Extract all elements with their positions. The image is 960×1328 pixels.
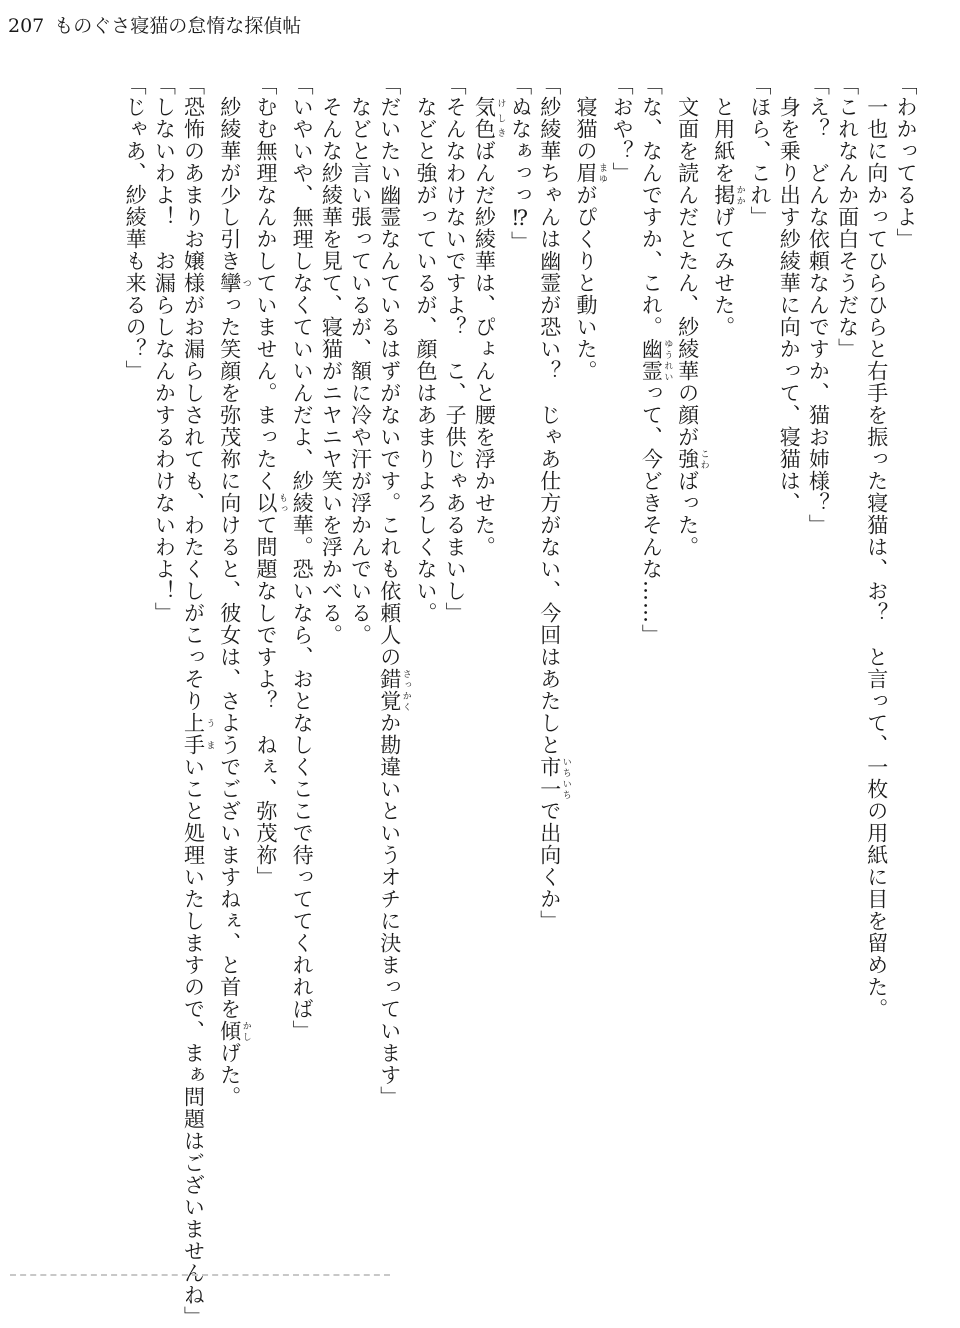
ruby-base: 以 xyxy=(253,492,278,514)
text-line xyxy=(149,74,178,1254)
text-segment: 「え？ どんな依頼なんですか、猫お姉様？」 xyxy=(806,74,831,536)
text-line xyxy=(345,74,374,1254)
page-number: 207 xyxy=(8,15,45,37)
ruby-base: 攣 xyxy=(217,272,242,294)
text-segment: などと言い張っているが、額に冷や汗が浮かんでいる。 xyxy=(348,74,373,646)
text-segment: げてみせた。 xyxy=(711,206,736,338)
text-segment: 「紗綾華ちゃんは幽霊が恐い？ じゃあ仕方がない、今回はあたしと xyxy=(537,74,562,756)
text-line xyxy=(120,74,149,1254)
ruby-reading: うま xyxy=(204,712,215,756)
text-line xyxy=(607,74,636,1254)
vertical-body-text xyxy=(120,74,920,1328)
text-segment: がぴくりと動いた。 xyxy=(573,184,598,382)
text-segment: ばった。 xyxy=(675,470,700,558)
text-segment: 「じゃあ、紗綾華も来るの？」 xyxy=(123,74,148,382)
ruby-reading: さっかく xyxy=(400,668,411,712)
text-line xyxy=(774,74,803,1254)
text-line xyxy=(316,74,345,1254)
ruby-word xyxy=(573,162,607,184)
ruby-reading: かし xyxy=(240,1020,251,1042)
text-line xyxy=(215,74,251,1254)
ruby-reading: けしき xyxy=(495,96,506,140)
text-segment: 「これなんか面白そうだな」 xyxy=(835,74,860,360)
ruby-reading: つ xyxy=(240,272,251,294)
ruby-word xyxy=(675,448,709,470)
ruby-reading: こわ xyxy=(698,448,709,470)
ruby-reading: ゆうれい xyxy=(662,338,673,382)
text-segment: 「ほら、これ」 xyxy=(747,74,772,228)
text-line xyxy=(440,74,469,1254)
text-line xyxy=(709,74,745,1254)
ruby-base: 傾 xyxy=(217,1020,242,1042)
text-line xyxy=(375,74,411,1254)
text-segment: って、今どきそんな……」 xyxy=(639,382,664,646)
text-line xyxy=(535,74,571,1254)
text-line xyxy=(469,74,505,1254)
ruby-base: 幽霊 xyxy=(639,338,664,382)
ruby-word xyxy=(181,712,215,756)
ruby-base: 気色 xyxy=(472,96,497,140)
ruby-word xyxy=(639,338,673,382)
text-segment: 一也に向かってひらひらと右手を振った寝猫は、お？ と言って、一枚の用紙に目を留めた。 xyxy=(864,74,889,1020)
text-segment: 「そんなわけないですよ？ こ、子供じゃあるまいし」 xyxy=(443,74,468,624)
ruby-reading: まゆ xyxy=(596,162,607,184)
ruby-word xyxy=(217,1020,251,1042)
footer-divider xyxy=(10,1274,390,1276)
running-header xyxy=(8,14,301,38)
text-segment: 身を乗り出す紗綾華に向かって、寝猫は、 xyxy=(777,74,802,514)
text-segment: げた。 xyxy=(217,1042,242,1108)
text-segment: った笑顔を弥茂祢に向けると、彼女は、さようでございますねぇ、と首を xyxy=(217,294,242,1020)
text-segment: 寝猫の xyxy=(573,74,598,162)
text-segment: ばんだ紗綾華は、ぴょんと腰を浮かせた。 xyxy=(472,140,497,558)
ruby-word xyxy=(377,668,411,712)
ruby-reading: いちいち xyxy=(560,756,571,800)
text-line xyxy=(862,74,891,1254)
text-segment: 「な、なんですか、これ。 xyxy=(639,74,664,338)
text-segment: 「ぬなぁっっ⁉」 xyxy=(508,74,533,253)
ruby-base: 錯覚 xyxy=(377,668,402,712)
text-line xyxy=(178,74,215,1328)
ruby-base: 強 xyxy=(675,448,700,470)
text-segment: 「恐怖のあまりお嬢様がお漏らしされても、わたくしがこっそり xyxy=(181,74,206,712)
text-line xyxy=(803,74,832,1254)
text-segment: 文面を読んだとたん、紗綾華の顔が xyxy=(675,74,700,448)
ruby-word xyxy=(537,756,571,800)
text-segment: 「おや？」 xyxy=(610,74,635,184)
ruby-word xyxy=(253,492,287,514)
text-line xyxy=(287,74,316,1254)
text-segment: 紗綾華が少し引き xyxy=(217,74,242,272)
ruby-word xyxy=(217,272,251,294)
text-segment: 「だいたい幽霊なんているはずがないです。これも依頼人の xyxy=(377,74,402,668)
text-line xyxy=(891,74,920,1254)
text-segment: て問題なしですよ？ ねぇ、弥茂祢」 xyxy=(253,514,278,888)
text-line xyxy=(411,74,440,1254)
text-line xyxy=(832,74,861,1254)
text-line xyxy=(505,74,534,1254)
text-line xyxy=(636,74,672,1254)
ruby-base: 上手 xyxy=(181,712,206,756)
ruby-word xyxy=(711,184,745,206)
text-segment: そんな紗綾華を見て、寝猫がニヤニヤ笑いを浮かべる。 xyxy=(319,74,344,646)
text-line xyxy=(251,74,287,1254)
text-segment: で出向くか」 xyxy=(537,800,562,932)
ruby-base: 眉 xyxy=(573,162,598,184)
text-segment: いこと処理いたしますので、まぁ問題はございませんね」 xyxy=(181,756,206,1328)
ruby-reading: かか xyxy=(734,184,745,206)
text-line xyxy=(672,74,708,1254)
text-segment: か勘違いというオチに決まっています」 xyxy=(377,712,402,1108)
ruby-base: 掲 xyxy=(711,184,736,206)
ruby-word xyxy=(472,96,506,140)
text-segment: 「わかってるよ」 xyxy=(894,74,918,250)
book-title: ものぐさ寝猫の怠惰な探偵帖 xyxy=(54,15,302,37)
text-segment: 「いやいや、無理しなくていいんだよ、紗綾華。恐いなら、おとなしくここで待っててくれれば」 xyxy=(290,74,315,1042)
ruby-reading: もっ xyxy=(276,492,287,514)
text-segment: 「しないわよ！ お漏らしなんかするわけないわよ！」 xyxy=(152,74,177,624)
text-line xyxy=(571,74,607,1254)
text-segment: などと強がっているが、顔色はあまりよろしくない。 xyxy=(413,74,438,624)
ruby-base: 市一 xyxy=(537,756,562,800)
text-segment: 「むむ無理なんかしていません。まったく xyxy=(253,74,278,492)
text-line xyxy=(745,74,774,1254)
text-segment: と用紙を xyxy=(711,74,736,184)
text-segment xyxy=(472,74,496,96)
